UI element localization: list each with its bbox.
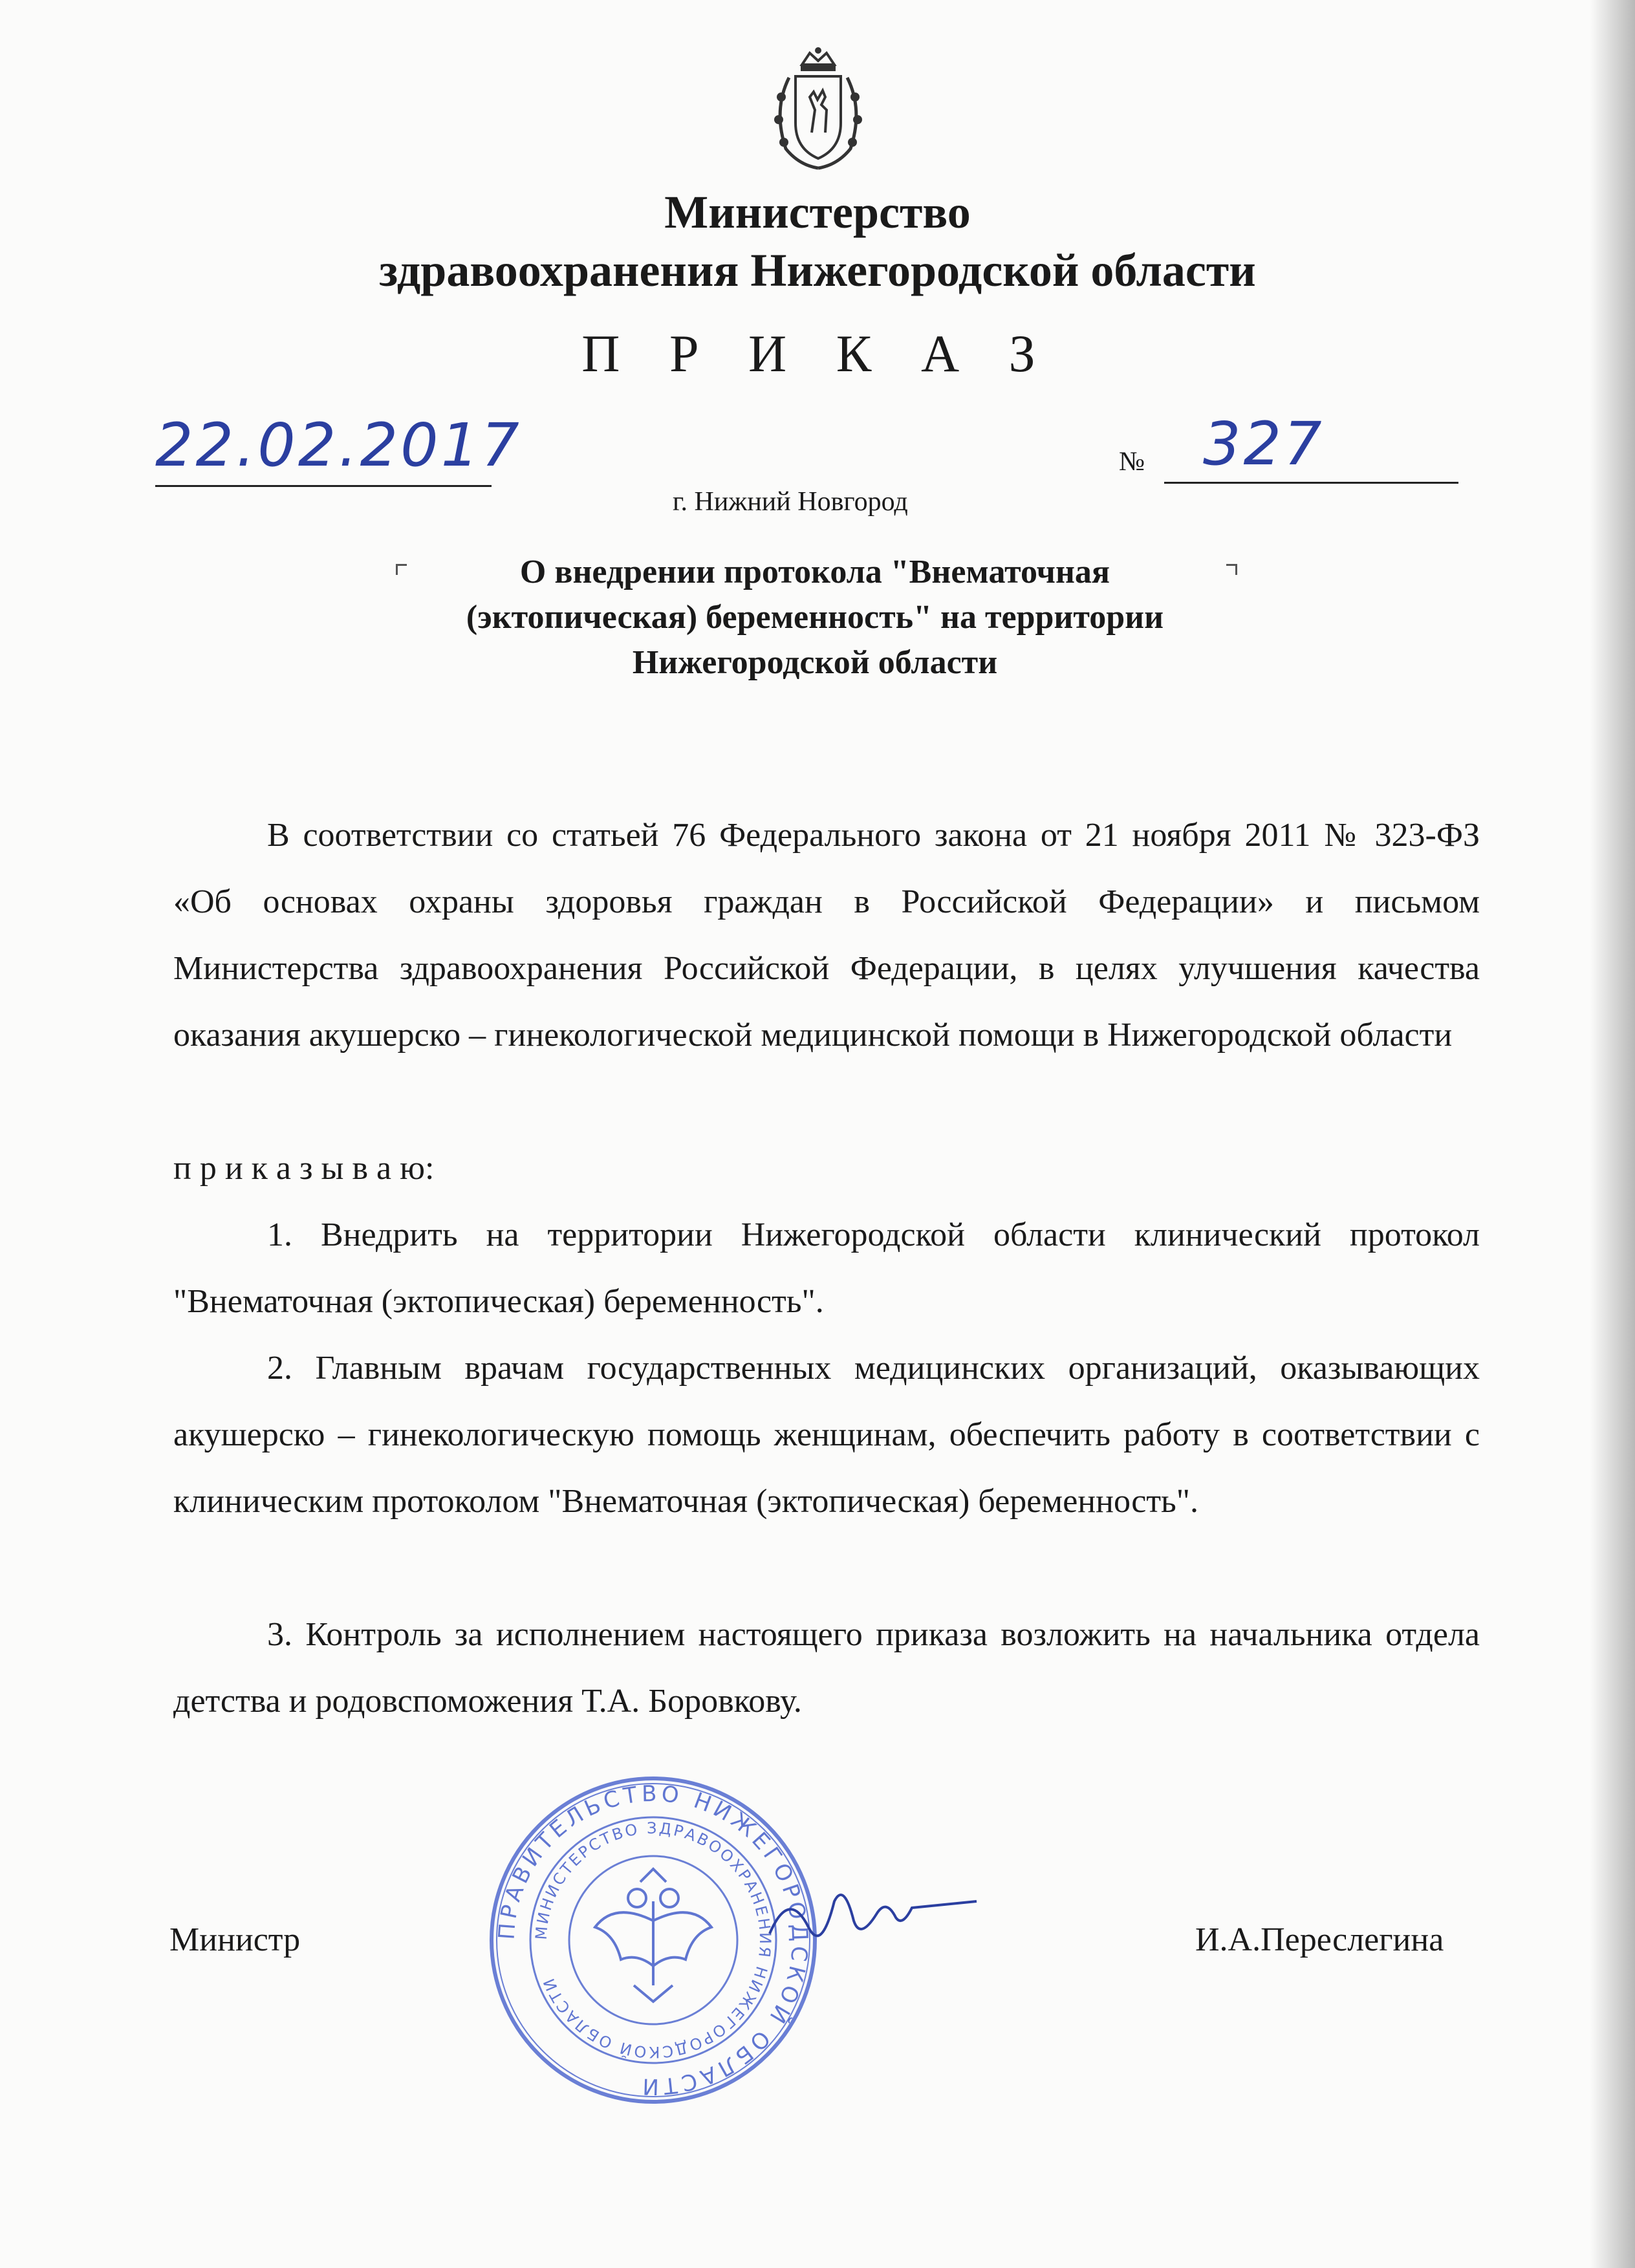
handwritten-date: 22.02.2017 <box>155 411 492 487</box>
document-type: П Р И К А З <box>581 324 1054 383</box>
decree-word: п р и к а з ы в а ю: <box>173 1150 435 1187</box>
stamp-outer-text: ПРАВИТЕЛЬСТВО НИЖЕГОРОДСКОЙ ОБЛАСТИ <box>493 1780 813 2100</box>
stamp-inner-text: МИНИСТЕРСТВО ЗДРАВООХРАНЕНИЯ НИЖЕГОРОДСКОЙ ОБЛАСТИ <box>532 1819 775 2062</box>
handwritten-signature <box>763 1863 983 1960</box>
preamble: В соответствии со статьей 76 Федерального закона от 21 ноября 2011 № 323-ФЗ «Об основах охраны здоровья граждан в Российской Федерации» и письмом Министерства здравоохранения Российской Федерации, в целях улучшения качества оказания акушерско – гинекологической медицинской помощи в Нижегородской области <box>173 817 1480 1053</box>
subject-line-2: (эктопическая) беременность" на территории <box>466 599 1164 636</box>
item-3: 3. Контроль за исполнением настоящего приказа возложить на начальника отдела детства и родовспоможения Т.А. Боровкову. <box>173 1616 1480 1720</box>
signatory-name: И.А.Переслегина <box>1195 1921 1444 1958</box>
item-1: 1. Внедрить на территории Нижегородской области клинический протокол "Внематочная (эктопическая) беременность". <box>173 1216 1480 1320</box>
city: г. Нижний Новгород <box>673 487 908 517</box>
item-2: 2. Главным врачам государственных медицинских организаций, оказывающих акушерско – гинекологическую помощь женщинам, обеспечить работу в соответствии с клиническим протоколом "Внематочная (эктопическая) беременность". <box>173 1350 1480 1520</box>
subject-block <box>362 550 1268 686</box>
coat-of-arms-icon <box>750 45 886 175</box>
handwritten-number: 327 <box>1203 409 1325 479</box>
number-field <box>1164 409 1458 484</box>
signatory-position: Министр <box>169 1921 301 1958</box>
scan-edge-shadow <box>1590 0 1635 2268</box>
ministry-subtitle: здравоохранения Нижегородской области <box>379 244 1256 296</box>
number-label: № <box>1119 447 1145 477</box>
subject-line-3: Нижегородской области <box>632 644 998 681</box>
ministry-title: Министерство <box>664 186 971 238</box>
subject-line-1: О внедрении протокола "Внематочная <box>519 554 1110 590</box>
